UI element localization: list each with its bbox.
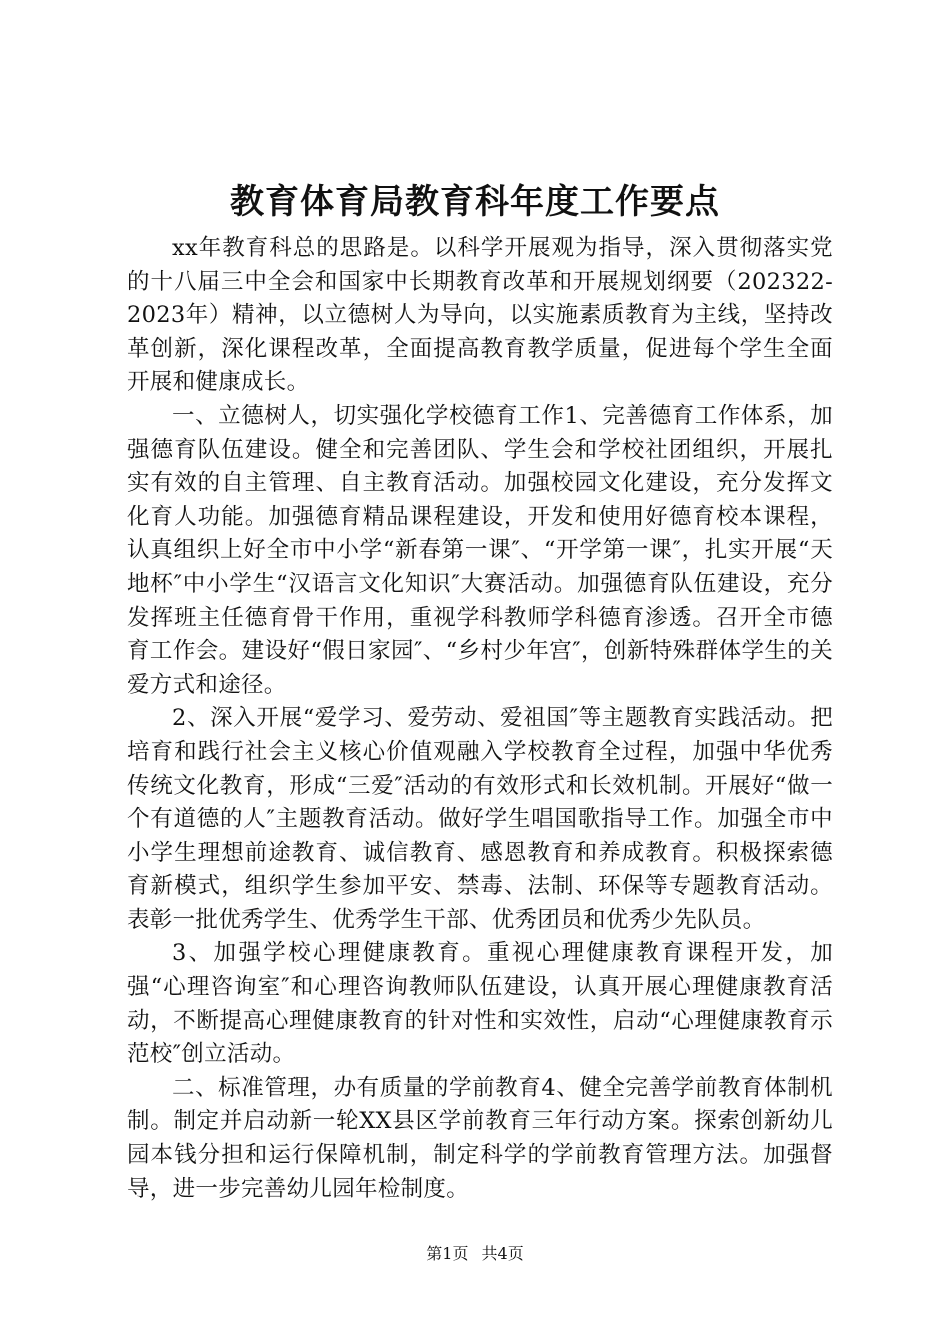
page-total: 共4页 xyxy=(481,1244,524,1263)
document-body xyxy=(127,232,833,1206)
paragraph-item-3: 3、加强学校心理健康教育。重视心理健康教育课程开发，加强“心理咨询室″和心理咨询教师队伍建设，认真开展心理健康教育活动，不断提高心理健康教育的针对性和实效性，启动“心理健康教育示范校″创立活动。 xyxy=(127,940,833,1068)
paragraph-item-2: 2、深入开展“爱学习、爱劳动、爱祖国″等主题教育实践活动。把培育和践行社会主义核心价值观融入学校教育全过程，加强中华优秀传统文化教育，形成“三爱″活动的有效形式和长效机制。开展好“做一个有道德的人″主题教育活动。做好学生唱国歌指导工作。加强全市中小学生理想前途教育、诚信教育、感恩教育和养成教育。积极探索德育新模式，组织学生参加平安、禁毒、法制、环保等专题教育活动。表彰一批优秀学生、优秀学生干部、优秀团员和优秀少先队员。 xyxy=(127,705,833,933)
page-footer xyxy=(0,1244,950,1264)
paragraph-intro: xx年教育科总的思路是。以科学开展观为指导，深入贯彻落实党的十八届三中全会和国家中长期教育改革和开展规划纲要（202322-2023年）精神，以立德树人为导向，以实施素质教育为主线，坚持改革创新，深化课程改革，全面提高教育教学质量，促进每个学生全面开展和健康成长。 xyxy=(127,235,833,396)
paragraph-section-1: 一、立德树人，切实强化学校德育工作1、完善德育工作体系，加强德育队伍建设。健全和完善团队、学生会和学校社团组织，开展扎实有效的自主管理、自主教育活动。加强校园文化建设，充分发挥文化育人功能。加强德育精品课程建设，开发和使用好德育校本课程，认真组织上好全市中小学“新春第一课″、“开学第一课″，扎实开展“天地杯″中小学生“汉语言文化知识″大赛活动。加强德育队伍建设，充分发挥班主任德育骨干作用，重视学科教师学科德育渗透。召开全市德育工作会。建设好“假日家园″、“乡村少年宫″，创新特殊群体学生的关爱方式和途径。 xyxy=(127,402,833,698)
paragraph-section-2: 二、标准管理，办有质量的学前教育4、健全完善学前教育体制机制。制定并启动新一轮XX县区学前教育三年行动方案。探索创新幼儿园本钱分担和运行保障机制，制定科学的学前教育管理方法。加强督导，进一步完善幼儿园年检制度。 xyxy=(127,1074,833,1202)
document-title: 教育体育局教育科年度工作要点 xyxy=(230,182,720,222)
page-number: 第1页 xyxy=(426,1244,469,1263)
